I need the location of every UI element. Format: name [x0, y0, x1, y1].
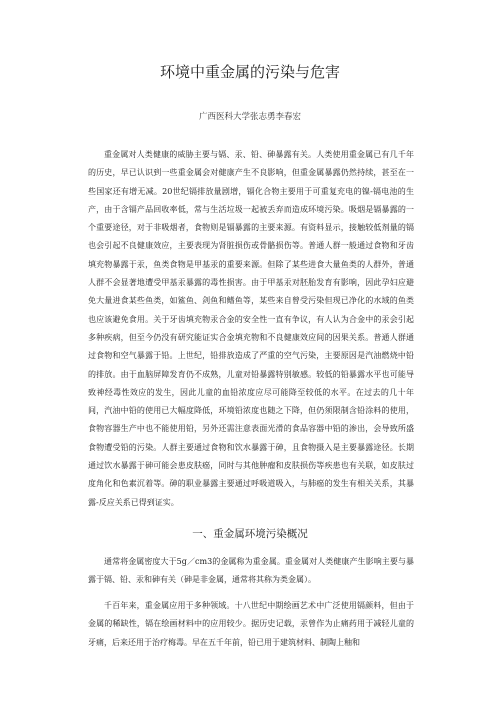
paragraph-text: 通常将金属密度大于5g／cm3的金属称为重金属。重金属对人类健康产生影响主要与暴露于镉、铅、汞和砷有关（砷是非金属，通常将其称为类金属）。: [88, 557, 414, 585]
paragraph-text: 千百年来，重金属应用于多种领域。十八世纪中期绘画艺术中广泛使用镉颜料，但由于金属的稀缺性，镉在绘画材料中的应用较少。据历史记载，汞曾作为止痛药用于减轻儿童的牙痛，后来还用于治疗梅毒。早在五千年前，铅已用于建筑材料、制陶上釉和: [88, 601, 414, 647]
section-paragraph-2: [88, 597, 414, 652]
section-paragraph-1: [88, 553, 414, 590]
intro-paragraph: [88, 146, 414, 512]
section-heading: 一、重金属环境污染概况: [192, 528, 308, 540]
document-title: 环境中重金属的污染与危害: [159, 63, 340, 81]
document-author: 广西医科大学张志勇李春宏: [198, 112, 301, 122]
paragraph-text: 重金属对人类健康的威胁主要与镉、汞、铅、砷暴露有关。人类使用重金属已有几千年的历史，早已认识到一些重金属会对健康产生不良影响，但重金属暴露仍然持续，甚至在一些国家还有增无减。20世纪镉排放量剧增，镉化合物主要用于可重复充电的镍-镉电池的生产，由于含镉产品回收率低，常与生活垃圾一起被丢弃而造成环境污染。吸烟是镉暴露的一个重要途径，对于非吸烟者，食物则是镉暴露的主要来源。有资料显示，接触较低剂量的镉也会引起不良健康效应，主要表现为肾脏损伤或骨骼损伤等。普通人群一般通过食物和牙齿填充物暴露于汞，鱼类食物是甲基汞的重要来源。但除了某些进食大量鱼类的人群外，普通人群不会显著地遭受甲基汞暴露的毒性损害。由于甲基汞对胚胎发育有影响，因此孕妇应避免大量进食某些鱼类，如鲨鱼、剑鱼和鳍鱼等，某些来自曾受污染但现已净化的水域的鱼类也应该避免食用。关于牙齿填充物汞合金的安全性一直有争议，有人认为合金中的汞会引起多种疾病，但至今仍没有研究能证实合金填充物和不良健康效应间的因果关系。普通人群通过食物和空气暴露于铅。上世纪，铅排放造成了严重的空气污染，主要原因是汽油燃烧中铅的排放。由于血脑屏障发育仍不成熟，儿童对铅暴露特别敏感。较低的铅暴露水平也可能导致神经毒性效应的发生，因此儿童的血铅浓度应尽可能降至较低的水平。在过去的几十年间，汽油中铅的使用已大幅度降低，环境铅浓度也随之下降，但仍须限制含铅涂料的使用，食物容器生产中也不能使用铅，另外还需注意表面光滑的食品容器中铅的渗出，会导致所盛食物遭受铅的污染。人群主要通过食物和饮水暴露于砷，且食物摄入是主要暴露途径。长期通过饮水暴露于砷可能会患皮肤癌，同时与其他肿瘤和皮肤损伤等疾患也有关联，如皮肤过度角化和色素沉着等。砷的职业暴露主要通过呼吸道吸入，与肺癌的发生有相关关系，其暴露-反应关系已得到证实。: [88, 150, 414, 507]
